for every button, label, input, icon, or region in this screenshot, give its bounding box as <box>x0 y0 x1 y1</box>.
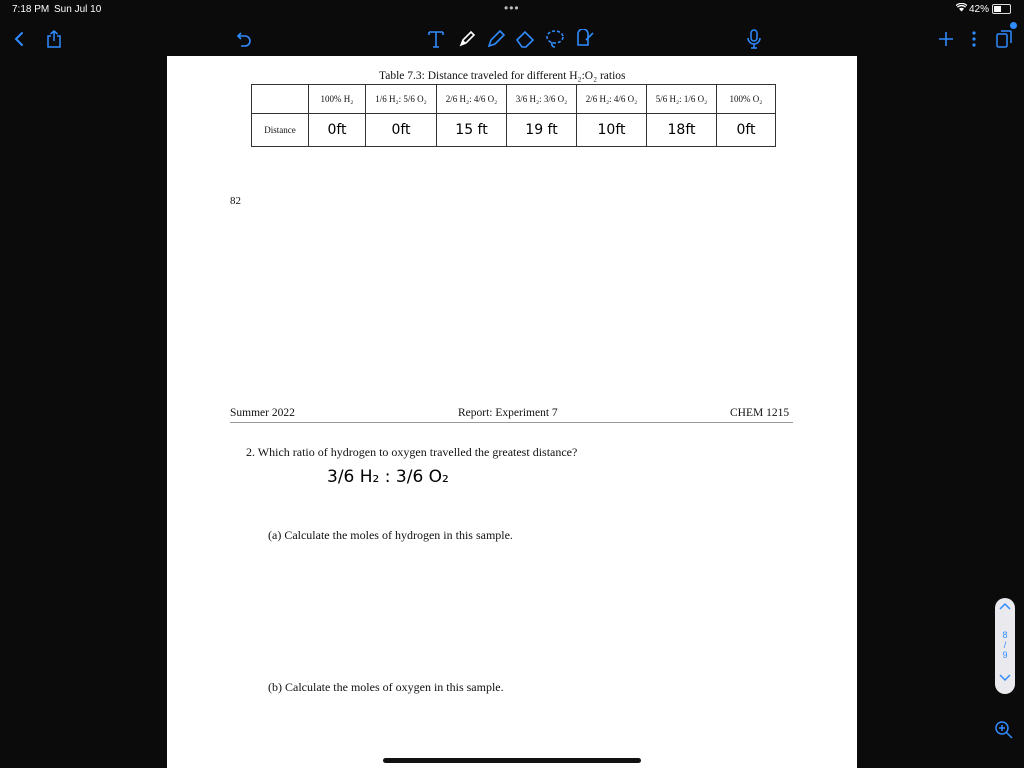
header-right: CHEM 1215 <box>730 407 790 419</box>
distance-table <box>251 84 776 147</box>
question-2a: (a) Calculate the moles of hydrogen in this sample. <box>268 528 513 542</box>
page-navigator[interactable] <box>995 598 1015 694</box>
page-number: 82 <box>230 195 241 207</box>
app-toolbar <box>0 22 1024 56</box>
distance-value: 19 ft <box>507 114 577 147</box>
column-header: 2/6 H₂: 4/6 O₂ <box>577 85 647 114</box>
column-header: 100% O₂ <box>717 85 776 114</box>
distance-value: 0ft <box>717 114 776 147</box>
lasso-icon[interactable] <box>543 22 567 56</box>
header-rule <box>230 422 793 423</box>
current-page: 8 <box>1002 630 1008 640</box>
add-icon[interactable] <box>936 22 956 56</box>
chevron-up-icon[interactable] <box>995 602 1015 612</box>
pen-icon[interactable] <box>455 22 479 56</box>
document-page[interactable] <box>167 56 857 768</box>
more-icon[interactable] <box>966 22 982 56</box>
wifi-icon <box>956 3 967 15</box>
status-date: Sun Jul 10 <box>54 4 102 15</box>
distance-value: 10ft <box>577 114 647 147</box>
pencil-icon[interactable] <box>484 22 508 56</box>
chevron-down-icon[interactable] <box>995 674 1015 684</box>
header-center: Report: Experiment 7 <box>458 407 558 419</box>
undo-icon[interactable] <box>234 22 254 56</box>
column-header: 1/6 H₂: 5/6 O₂ <box>366 85 437 114</box>
microphone-icon[interactable] <box>744 22 764 56</box>
status-bar <box>0 0 1024 18</box>
page-separator: / <box>1003 640 1007 650</box>
notification-dot <box>1010 22 1017 29</box>
question-2b: (b) Calculate the moles of oxygen in this sample. <box>268 680 504 694</box>
question-2: 2. Which ratio of hydrogen to oxygen travelled the greatest distance? <box>246 445 578 459</box>
distance-value: 18ft <box>647 114 717 147</box>
column-header: 3/6 H₂: 3/6 O₂ <box>507 85 577 114</box>
zoom-icon[interactable] <box>994 720 1018 744</box>
distance-value: 15 ft <box>437 114 507 147</box>
distance-value: 0ft <box>309 114 366 147</box>
distance-value: 0ft <box>366 114 437 147</box>
eraser-icon[interactable] <box>513 22 537 56</box>
share-icon[interactable] <box>44 22 64 56</box>
battery-icon <box>992 4 1011 14</box>
header-left: Summer 2022 <box>230 407 295 419</box>
table-corner-cell <box>252 85 309 114</box>
row-label: Distance <box>252 114 309 147</box>
back-icon[interactable] <box>10 22 28 56</box>
home-indicator[interactable] <box>383 758 641 763</box>
shapes-icon[interactable] <box>573 22 597 56</box>
status-time: 7:18 PM <box>12 4 50 15</box>
total-pages: 9 <box>1002 650 1008 660</box>
column-header: 2/6 H₂: 4/6 O₂ <box>437 85 507 114</box>
handwritten-answer: 3/6 H₂ : 3/6 O₂ <box>327 467 449 487</box>
column-header: 100% H₂ <box>309 85 366 114</box>
table-caption: Table 7.3: Distance traveled for different H₂:O₂ ratios <box>379 70 626 82</box>
text-tool-icon[interactable] <box>424 22 448 56</box>
column-header: 5/6 H₂: 1/6 O₂ <box>647 85 717 114</box>
multitasking-dots-icon[interactable]: ••• <box>504 1 520 15</box>
battery-percent: 42% <box>969 4 990 15</box>
